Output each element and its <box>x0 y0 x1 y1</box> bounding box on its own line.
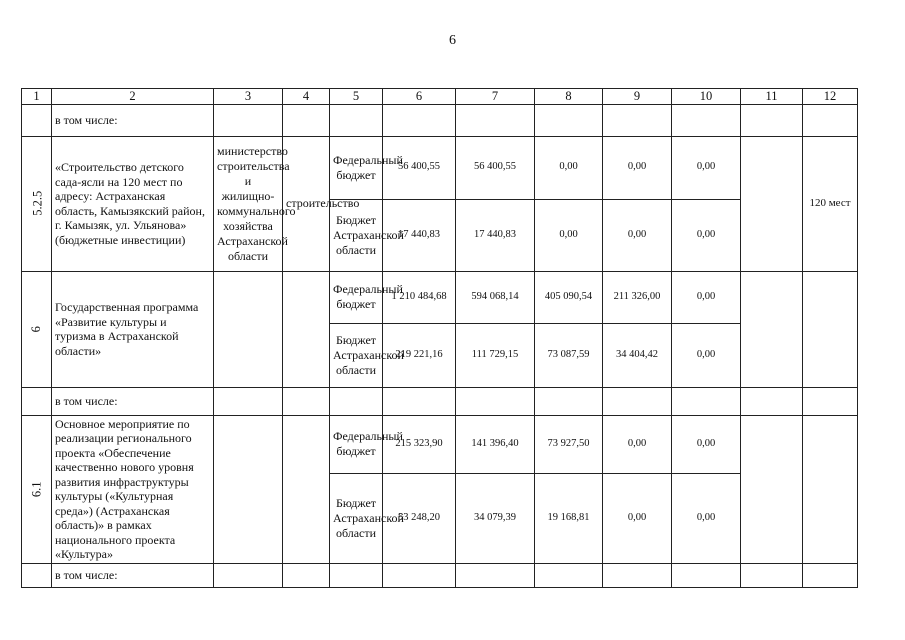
row-code: 6 <box>22 271 52 387</box>
col-header: 5 <box>330 89 383 105</box>
col-header: 10 <box>672 89 741 105</box>
funding-source: Федеральный бюджет <box>330 415 383 473</box>
col-header: 6 <box>383 89 456 105</box>
value-cell: 0,00 <box>603 136 672 199</box>
value-cell: 17 440,83 <box>383 199 456 271</box>
value-cell: 0,00 <box>603 415 672 473</box>
value-cell: 56 400,55 <box>383 136 456 199</box>
value-cell: 219 221,16 <box>383 323 456 387</box>
including-row <box>22 387 858 415</box>
program-table <box>21 88 858 588</box>
value-cell: 1 210 484,68 <box>383 271 456 323</box>
including-label: в том числе: <box>52 104 214 136</box>
value-cell: 0,00 <box>672 136 741 199</box>
value-cell: 73 087,59 <box>535 323 603 387</box>
row-name: Государственная программа «Развитие культуры и туризма в Астраханской области» <box>52 271 214 387</box>
value-cell: 34 079,39 <box>456 473 535 563</box>
column-number-row <box>22 89 858 105</box>
including-label: в том числе: <box>52 563 214 587</box>
row-kind: строительство <box>283 136 330 271</box>
including-row <box>22 104 858 136</box>
value-cell: 34 404,42 <box>603 323 672 387</box>
value-cell: 111 729,15 <box>456 323 535 387</box>
table-row <box>22 136 858 199</box>
col-header: 4 <box>283 89 330 105</box>
row-name: Основное мероприятие по реализации регионального проекта «Обеспечение качественно нового уровня развития инфраструктуры культуры («Культурная среда») (Астраханская область)» в рамках национального проекта «Культура» <box>52 415 214 563</box>
value-cell: 0,00 <box>535 199 603 271</box>
funding-source: Федеральный бюджет <box>330 136 383 199</box>
value-cell: 215 323,90 <box>383 415 456 473</box>
table-row <box>22 271 858 323</box>
value-cell: 211 326,00 <box>603 271 672 323</box>
including-label: в том числе: <box>52 387 214 415</box>
col-header: 8 <box>535 89 603 105</box>
value-cell: 0,00 <box>535 136 603 199</box>
value-cell: 19 168,81 <box>535 473 603 563</box>
row-executor: министерство строительства и жилищно-коммунального хозяйства Астраханской области <box>214 136 283 271</box>
col-header: 12 <box>803 89 858 105</box>
value-cell: 141 396,40 <box>456 415 535 473</box>
value-cell: 56 400,55 <box>456 136 535 199</box>
value-cell: 0,00 <box>672 473 741 563</box>
col-header: 2 <box>52 89 214 105</box>
value-cell: 594 068,14 <box>456 271 535 323</box>
value-cell: 17 440,83 <box>456 199 535 271</box>
row-code: 6.1 <box>22 415 52 563</box>
value-cell: 0,00 <box>672 199 741 271</box>
col-header: 9 <box>603 89 672 105</box>
col-header: 3 <box>214 89 283 105</box>
value-cell: 0,00 <box>603 199 672 271</box>
table-row <box>22 415 858 473</box>
value-cell: 53 248,20 <box>383 473 456 563</box>
value-cell: 405 090,54 <box>535 271 603 323</box>
row-result: 120 мест <box>803 136 858 271</box>
value-cell: 0,00 <box>672 415 741 473</box>
value-cell: 0,00 <box>672 271 741 323</box>
value-cell: 73 927,50 <box>535 415 603 473</box>
including-row <box>22 563 858 587</box>
value-cell: 0,00 <box>603 473 672 563</box>
page-number: 6 <box>449 33 456 48</box>
row-name: «Строительство детского сада-ясли на 120 мест по адресу: Астраханская область, Камызякский район, г. Камызяк, ул. Ульянова» (бюджетные инвестиции) <box>52 136 214 271</box>
col-header: 1 <box>22 89 52 105</box>
funding-source: Бюджет Астраханской области <box>330 473 383 563</box>
col-header: 11 <box>741 89 803 105</box>
value-cell: 0,00 <box>672 323 741 387</box>
row-code: 5.2.5 <box>22 136 52 271</box>
funding-source: Федеральный бюджет <box>330 271 383 323</box>
col-header: 7 <box>456 89 535 105</box>
funding-source: Бюджет Астраханской области <box>330 323 383 387</box>
funding-source: Бюджет Астраханской области <box>330 199 383 271</box>
